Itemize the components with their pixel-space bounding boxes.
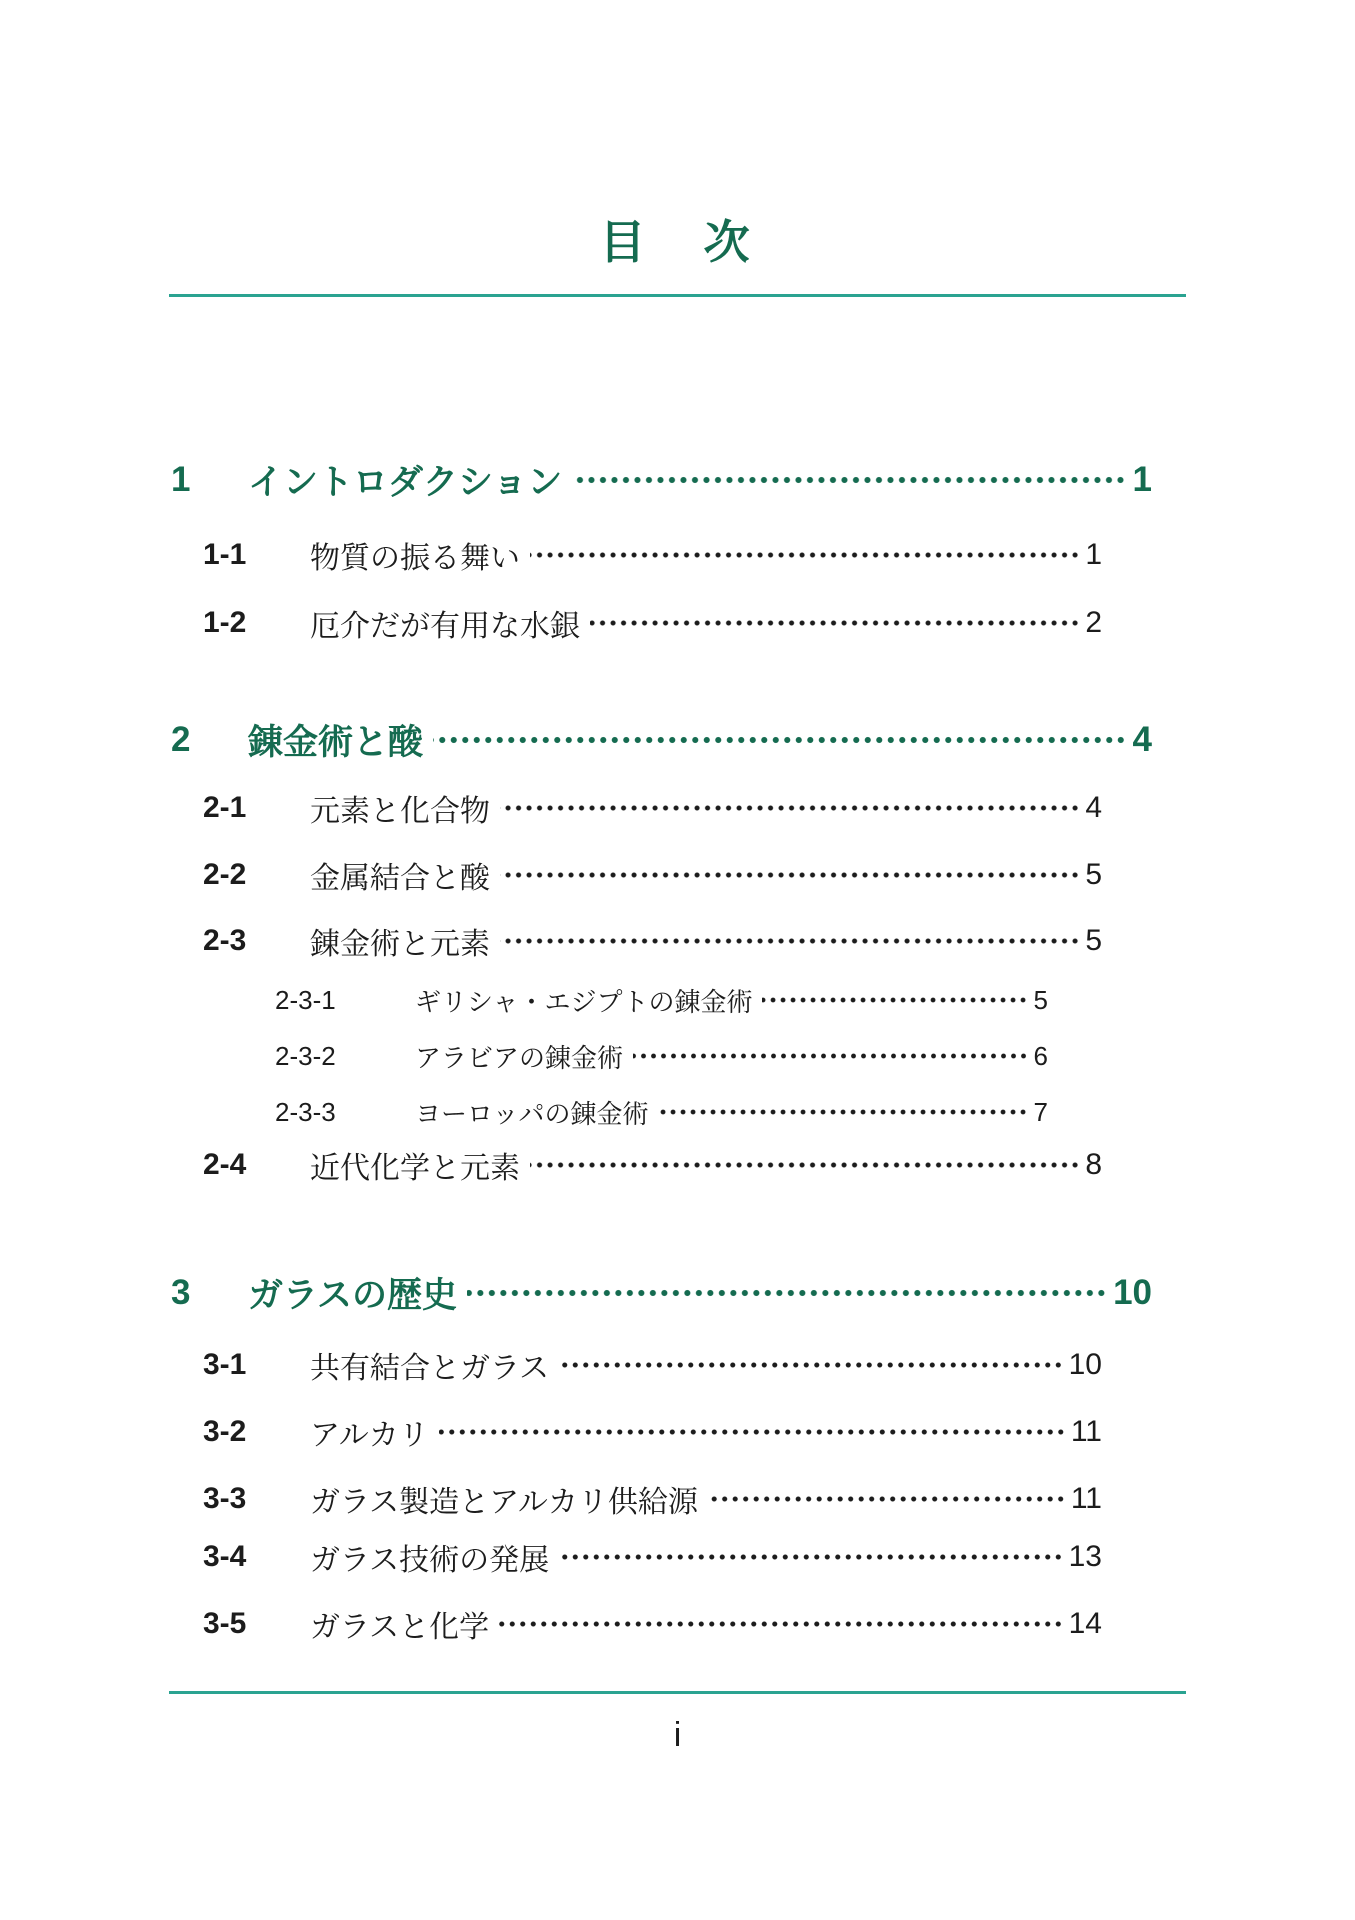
toc-entry-1-1 <box>203 533 1102 577</box>
leader-dots <box>500 786 1080 830</box>
leader-dots <box>467 1269 1107 1317</box>
entry-number: 2-3-3 <box>275 1096 336 1127</box>
entry-number: 3-4 <box>203 1540 247 1573</box>
leader-dots <box>572 456 1126 504</box>
entry-number: 1-1 <box>203 538 247 571</box>
leader-dots <box>590 601 1080 645</box>
entry-label: ガラスと化学 <box>310 1611 490 1644</box>
entry-number: 1 <box>171 460 191 499</box>
entry-page: 13 <box>1068 1540 1102 1573</box>
page-title: 目 次 <box>599 216 756 268</box>
entry-page: 11 <box>1070 1482 1102 1515</box>
entry-label: ガラス技術の発展 <box>310 1544 550 1577</box>
leader-dots <box>633 1036 1029 1076</box>
leader-dots <box>762 980 1028 1020</box>
entry-label: ガラス製造とアルカリ供給源 <box>310 1486 698 1519</box>
toc-entry-2-3-3 <box>275 1092 1048 1132</box>
entry-page: 4 <box>1132 720 1152 759</box>
leader-dots <box>708 1477 1066 1521</box>
entry-number: 3-3 <box>203 1482 247 1515</box>
entry-label: 錬金術と元素 <box>310 928 490 961</box>
leader-dots <box>559 1535 1064 1579</box>
leader-dots <box>530 533 1080 577</box>
entry-page: 11 <box>1070 1415 1102 1448</box>
entry-page: 5 <box>1085 858 1102 891</box>
toc-entry-2-3 <box>203 919 1102 963</box>
entry-label: ギリシャ・エジプトの錬金術 <box>415 986 753 1017</box>
entry-page: 5 <box>1033 984 1048 1015</box>
leader-dots <box>433 716 1127 764</box>
toc-entry-3-4 <box>203 1535 1102 1579</box>
leader-dots <box>439 1410 1066 1454</box>
toc-entry-1-2 <box>203 601 1102 645</box>
entry-number: 2-2 <box>203 858 247 891</box>
entry-number: 2-3-2 <box>275 1040 336 1071</box>
entry-label: 物質の振る舞い <box>310 542 520 575</box>
entry-label: イントロダクション <box>248 463 563 502</box>
entry-page: 5 <box>1085 924 1102 957</box>
entry-number: 3-1 <box>203 1348 247 1381</box>
entry-label: ヨーロッパの錬金術 <box>415 1098 649 1129</box>
leader-dots <box>500 853 1080 897</box>
entry-page: 1 <box>1132 460 1152 499</box>
entry-page: 6 <box>1033 1040 1048 1071</box>
entry-page: 1 <box>1085 538 1102 571</box>
entry-number: 2-1 <box>203 791 247 824</box>
toc-entry-3-1 <box>203 1343 1102 1387</box>
entry-page: 14 <box>1068 1607 1102 1640</box>
leader-dots <box>500 919 1080 963</box>
toc-entry-chapter-2 <box>171 716 1152 764</box>
entry-label: 共有結合とガラス <box>310 1352 550 1385</box>
entry-number: 3-2 <box>203 1415 247 1448</box>
entry-number: 3 <box>171 1273 191 1312</box>
toc-entry-2-2 <box>203 853 1102 897</box>
title-divider-rule <box>169 294 1186 297</box>
leader-dots <box>530 1143 1080 1187</box>
entry-label: アルカリ <box>310 1419 429 1452</box>
entry-label: 元素と化合物 <box>310 795 490 828</box>
entry-page: 10 <box>1113 1273 1152 1312</box>
entry-label: 金属結合と酸 <box>310 862 490 895</box>
entry-number: 1-2 <box>203 606 247 639</box>
entry-page: 8 <box>1085 1148 1102 1181</box>
leader-dots <box>658 1092 1028 1132</box>
entry-number: 2 <box>171 720 191 759</box>
entry-label: 厄介だが有用な水銀 <box>310 610 580 643</box>
entry-number: 2-3-1 <box>275 984 336 1015</box>
entry-label: 近代化学と元素 <box>310 1152 520 1185</box>
entry-page: 10 <box>1068 1348 1102 1381</box>
entry-number: 2-4 <box>203 1148 247 1181</box>
entry-page: 4 <box>1085 791 1102 824</box>
toc-entry-chapter-1 <box>171 456 1152 504</box>
toc-entry-2-3-1 <box>275 980 1048 1020</box>
leader-dots <box>559 1343 1064 1387</box>
entry-label: アラビアの錬金術 <box>415 1042 624 1073</box>
toc-entry-chapter-3 <box>171 1269 1152 1317</box>
footer-divider-rule <box>169 1691 1186 1694</box>
toc-entry-3-3 <box>203 1477 1102 1521</box>
toc-entry-2-1 <box>203 786 1102 830</box>
entry-label: 錬金術と酸 <box>248 723 424 762</box>
toc-entry-3-5 <box>203 1602 1102 1646</box>
toc-entry-2-3-2 <box>275 1036 1048 1076</box>
entry-number: 2-3 <box>203 924 247 957</box>
footer-page-number: i <box>673 1716 682 1754</box>
entry-number: 3-5 <box>203 1607 247 1640</box>
entry-page: 2 <box>1085 606 1102 639</box>
leader-dots <box>499 1602 1064 1646</box>
toc-entry-3-2 <box>203 1410 1102 1454</box>
entry-label: ガラスの歴史 <box>248 1276 457 1315</box>
entry-page: 7 <box>1033 1096 1048 1127</box>
toc-entry-2-4 <box>203 1143 1102 1187</box>
